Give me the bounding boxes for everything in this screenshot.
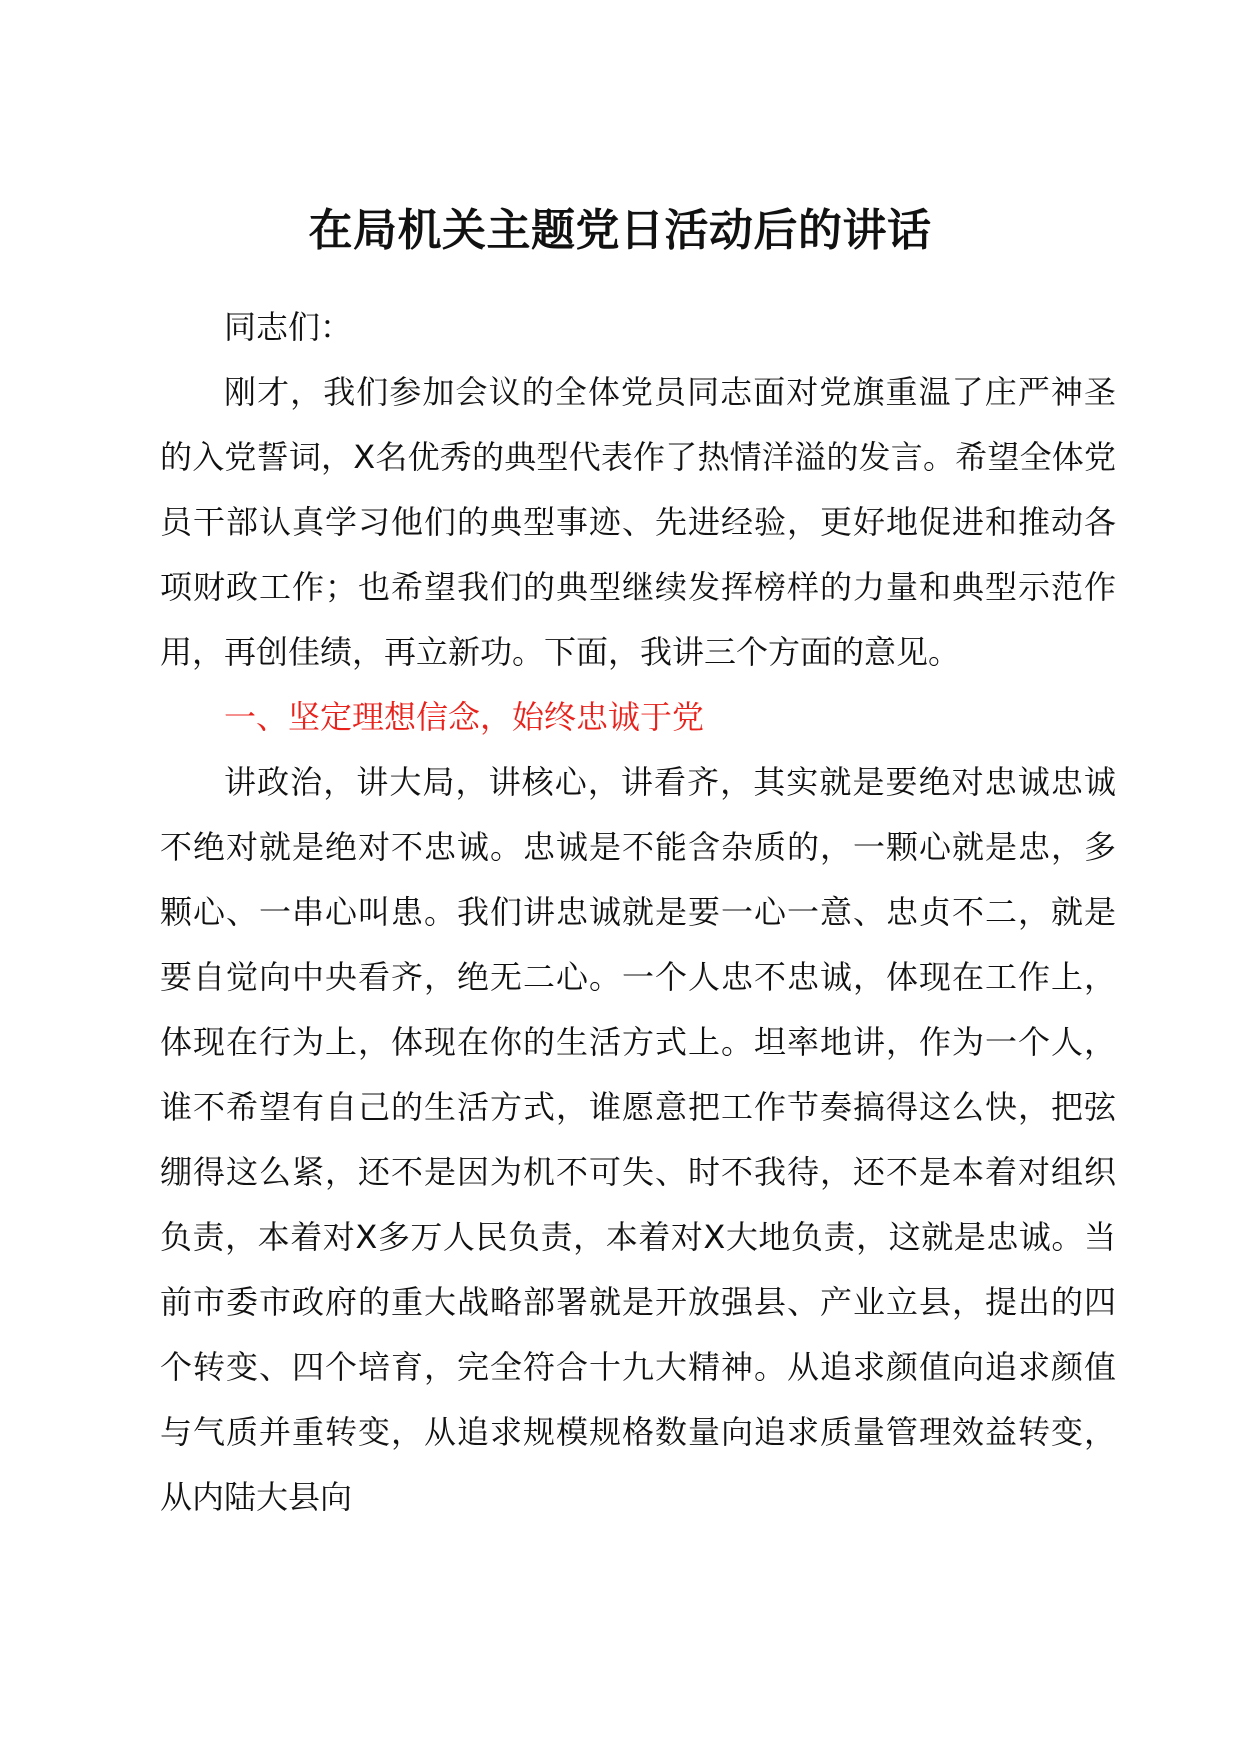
paragraph-loyalty: 讲政治，讲大局，讲核心，讲看齐，其实就是要绝对忠诚忠诚不绝对就是绝对不忠诚。忠诚是不能含杂质的，一颗心就是忠，多颗心、一串心叫患。我们讲忠诚就是要一心一意、忠贞不二，就是要自觉向中央看齐，绝无二心。一个人忠不忠诚，体现在工作上，体现在行为上，体现在你的生活方式上。坦率地讲，作为一个人，谁不希望有自己的生活方式，谁愿意把工作节奏搞得这么快，把弦绷得这么紧，还不是因为机不可失、时不我待，还不是本着对组织负责，本着对X多万人民负责，本着对X大地负责，这就是忠诚。当前市委市政府的重大战略部署就是开放强县、产业立县，提出的四个转变、四个培育，完全符合十九大精神。从追求颜值向追求颜值与气质并重转变，从追求规模规格数量向追求质量管理效益转变，从内陆大县向 [160, 763, 1116, 1516]
document-title: 在局机关主题党日活动后的讲话 [308, 205, 932, 256]
document-body [160, 295, 1116, 1530]
section-heading: 一、坚定理想信念，始终忠诚于党 [224, 698, 705, 736]
salutation: 同志们： [224, 308, 353, 346]
paragraph-intro: 刚才，我们参加会议的全体党员同志面对党旗重温了庄严神圣的入党誓词，X名优秀的典型代表作了热情洋溢的发言。希望全体党员干部认真学习他们的典型事迹、先进经验，更好地促进和推动各项财政工作；也希望我们的典型继续发挥榜样的力量和典型示范作用，再创佳绩，再立新功。下面，我讲三个方面的意见。 [160, 373, 1116, 671]
